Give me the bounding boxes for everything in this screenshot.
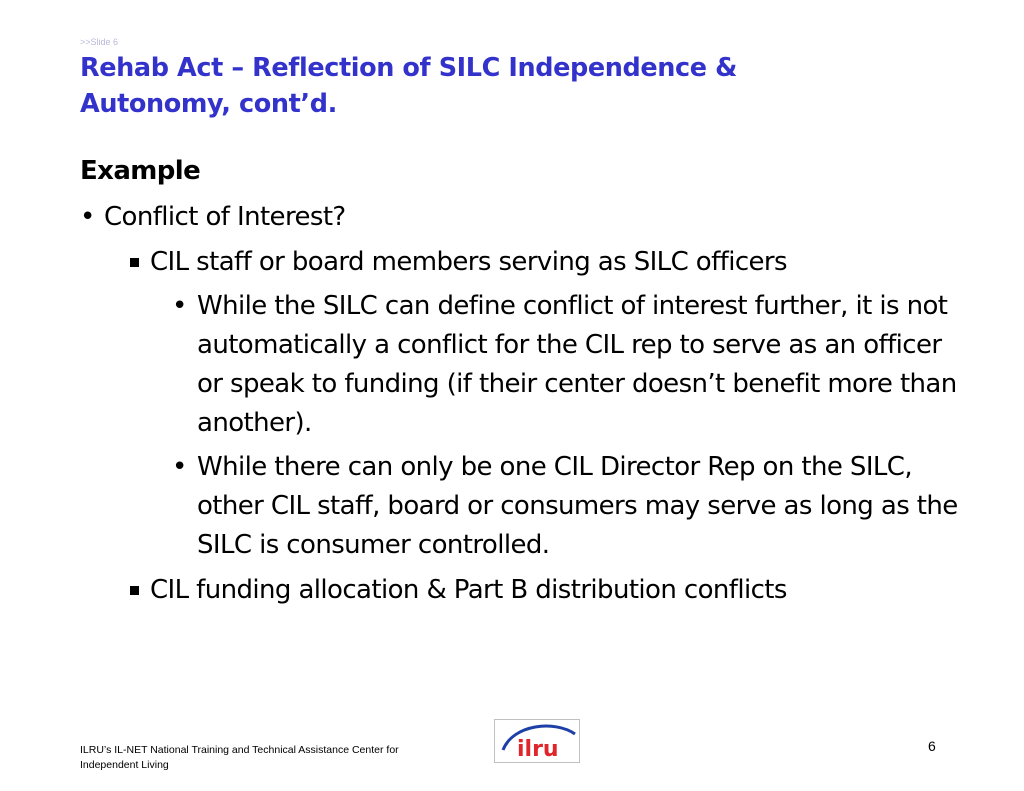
ilru-logo-graphic xyxy=(495,720,579,762)
slide-title-line-2: Autonomy, cont’d. xyxy=(80,89,337,119)
footer-organization xyxy=(80,743,480,773)
slide-title xyxy=(80,50,960,122)
bullet-conflict-of-interest xyxy=(80,198,960,237)
bullet-silc-define xyxy=(80,287,960,443)
slide-body xyxy=(80,152,960,610)
square-bullet-icon xyxy=(130,586,139,595)
bullet-dot-icon: • xyxy=(172,452,187,482)
bullet-cil-funding xyxy=(80,571,960,610)
bullet-text: Conflict of Interest? xyxy=(104,202,346,232)
bullet-cil-staff xyxy=(80,243,960,282)
page-number: 6 xyxy=(928,738,936,754)
slide-number-label: >>Slide 6 xyxy=(80,37,119,47)
example-heading: Example xyxy=(80,156,201,186)
ilru-logo-icon xyxy=(494,719,580,763)
bullet-cil-director-rep xyxy=(80,448,960,565)
bullet-text: While the SILC can define conflict of interest further, it is not automatically a conflict for the CIL rep to serve as an officer or speak to funding (if their center doesn’t benefit more than another). xyxy=(197,291,957,438)
square-bullet-icon xyxy=(130,258,139,267)
bullet-dot-icon: • xyxy=(80,202,95,232)
logo-text: ilru xyxy=(517,737,559,762)
bullet-text: CIL staff or board members serving as SILC officers xyxy=(150,247,787,277)
bullet-text: CIL funding allocation & Part B distribution conflicts xyxy=(150,575,787,605)
bullet-dot-icon: • xyxy=(172,291,187,321)
footer-line-1: ILRU’s IL-NET National Training and Technical Assistance Center for xyxy=(80,744,399,756)
bullet-text: While there can only be one CIL Director Rep on the SILC, other CIL staff, board or consumers may serve as long as the SILC is consumer controlled. xyxy=(197,452,958,560)
slide-title-line-1: Rehab Act – Reflection of SILC Independence & xyxy=(80,53,737,83)
footer-line-2: Independent Living xyxy=(80,759,169,771)
